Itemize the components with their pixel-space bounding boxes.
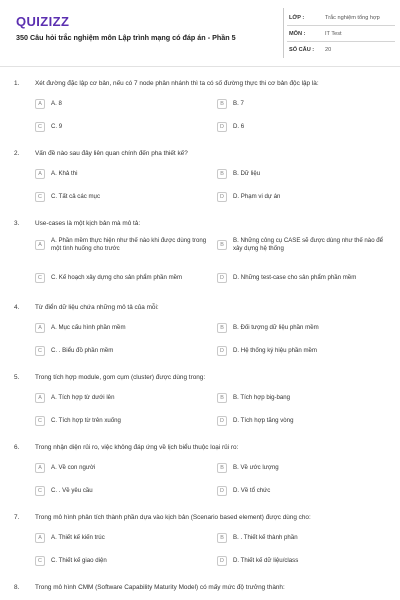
option-letter-box: B: [217, 169, 227, 179]
meta-label: SỐ CÂU :: [289, 47, 315, 53]
option-b[interactable]: [217, 463, 389, 473]
question-number: 6.: [14, 444, 20, 451]
meta-label: MÔN :: [289, 31, 306, 37]
option-c[interactable]: [35, 273, 207, 283]
option-text: D. Tích hợp tăng vòng: [233, 416, 294, 424]
option-d[interactable]: [217, 416, 389, 426]
option-letter-box: C: [35, 416, 45, 426]
option-text: B. Dữ liệu: [233, 169, 261, 177]
option-text: D. Hệ thống ký hiệu phần mềm: [233, 346, 318, 354]
option-a[interactable]: [35, 463, 207, 473]
worksheet-header: [0, 0, 400, 66]
option-a[interactable]: [35, 323, 207, 333]
worksheet-title: 350 Câu hỏi trắc nghiệm môn Lập trình mạng có đáp án - Phần 5: [16, 33, 236, 42]
option-text: D. Về tổ chức: [233, 486, 271, 494]
option-c[interactable]: [35, 346, 207, 356]
option-text: A. Khả thi: [51, 169, 78, 177]
question-number: 7.: [14, 514, 20, 521]
option-letter-box: C: [35, 556, 45, 566]
option-b[interactable]: [217, 237, 389, 253]
option-letter-box: A: [35, 533, 45, 543]
question-number: 1.: [14, 80, 20, 87]
option-b[interactable]: [217, 393, 389, 403]
option-text: D. Những test-case cho sản phẩm phần mềm: [233, 273, 357, 281]
option-text: A. Phần mềm thực hiện như thế nào khi được dùng trong một tình huống cho trước: [51, 237, 207, 253]
option-d[interactable]: [217, 192, 389, 202]
option-text: B. Đối tượng dữ liệu phần mềm: [233, 323, 319, 331]
option-text: B. Những công cụ CASE sẽ được dùng như thế nào để xây dựng hệ thống: [233, 237, 384, 253]
header-separator: [0, 66, 400, 67]
option-b[interactable]: [217, 323, 389, 333]
header-divider: [283, 8, 284, 58]
option-b[interactable]: [217, 533, 389, 543]
option-a[interactable]: [35, 393, 207, 403]
option-letter-box: D: [217, 192, 227, 202]
option-a[interactable]: [35, 99, 207, 109]
meta-label: LỚP :: [289, 15, 305, 21]
question-text: Use-cases là một kịch bản mà mô tả:: [35, 220, 141, 227]
option-letter-box: C: [35, 486, 45, 496]
question-number: 5.: [14, 374, 20, 381]
option-text: A. Thiết kế kiến trúc: [51, 533, 105, 541]
option-letter-box: D: [217, 273, 227, 283]
option-letter-box: A: [35, 240, 45, 250]
meta-row-class: [287, 10, 395, 26]
option-c[interactable]: [35, 486, 207, 496]
meta-row-count: [287, 42, 395, 58]
question-text: Trong tích hợp module, gom cụm (cluster) được dùng trong:: [35, 374, 206, 381]
option-letter-box: B: [217, 240, 227, 250]
worksheet-meta: [287, 10, 395, 58]
option-letter-box: B: [217, 393, 227, 403]
option-text: A. Mục cấu hình phần mềm: [51, 323, 126, 331]
option-d[interactable]: [217, 556, 389, 566]
quizizz-logo: QUIZIZZ: [16, 14, 70, 29]
question-number: 4.: [14, 304, 20, 311]
question-number: 8.: [14, 584, 20, 591]
option-letter-box: A: [35, 99, 45, 109]
option-text: C. . Biểu đồ phần mềm: [51, 346, 114, 354]
option-c[interactable]: [35, 192, 207, 202]
question-text: Từ điển dữ liệu chứa những mô tả của mỗi:: [35, 304, 159, 311]
option-letter-box: A: [35, 393, 45, 403]
option-c[interactable]: [35, 416, 207, 426]
option-a[interactable]: [35, 169, 207, 179]
option-text: B. Về ước lượng: [233, 463, 279, 471]
option-letter-box: A: [35, 323, 45, 333]
option-letter-box: C: [35, 192, 45, 202]
question-text: Vấn đề nào sau đây liên quan chính đến pha thiết kế?: [35, 150, 188, 157]
option-text: D. Phạm vi dự án: [233, 192, 281, 200]
option-text: D. Thiết kế dữ liệu/class: [233, 556, 299, 564]
question-number: 2.: [14, 150, 20, 157]
option-letter-box: B: [217, 99, 227, 109]
option-letter-box: D: [217, 416, 227, 426]
option-letter-box: D: [217, 346, 227, 356]
option-d[interactable]: [217, 122, 389, 132]
option-text: C. Thiết kế giao diện: [51, 556, 107, 564]
option-d[interactable]: [217, 273, 389, 283]
option-letter-box: C: [35, 346, 45, 356]
option-text: A. Tích hợp từ dưới lên: [51, 393, 115, 401]
question-text: Trong nhận diện rủi ro, việc không đáp ứng về lịch biểu thuộc loại rủi ro:: [35, 444, 239, 451]
option-text: A. 8: [51, 99, 62, 107]
option-letter-box: B: [217, 463, 227, 473]
option-letter-box: D: [217, 122, 227, 132]
option-text: C. Tất cả các mục: [51, 192, 100, 200]
meta-value: Trắc nghiệm tổng hợp: [325, 15, 380, 21]
option-c[interactable]: [35, 122, 207, 132]
option-d[interactable]: [217, 486, 389, 496]
question-text: Trong mô hình phân tích thành phần dựa vào kịch bản (Scenario based element) được dùng cho:: [35, 514, 311, 521]
question-text: Xét đường đặc lập cơ bản, nếu có 7 node phân nhánh thì ta có số đường thực thi cơ bản độc lập là:: [35, 80, 319, 87]
option-letter-box: A: [35, 463, 45, 473]
option-letter-box: C: [35, 273, 45, 283]
question-number: 3.: [14, 220, 20, 227]
option-letter-box: D: [217, 486, 227, 496]
option-text: B. Tích hợp big-bang: [233, 393, 291, 401]
option-c[interactable]: [35, 556, 207, 566]
option-b[interactable]: [217, 169, 389, 179]
meta-value: 20: [325, 47, 332, 53]
option-text: C. Kế hoạch xây dựng cho sản phẩm phần mềm: [51, 273, 183, 281]
option-letter-box: D: [217, 556, 227, 566]
option-text: C. 9: [51, 122, 63, 130]
option-d[interactable]: [217, 346, 389, 356]
option-a[interactable]: [35, 237, 207, 253]
option-text: C. Tích hợp từ trên xuống: [51, 416, 121, 424]
option-text: D. 6: [233, 122, 245, 130]
option-text: C. . Về yêu cầu: [51, 486, 93, 494]
option-b[interactable]: [217, 99, 389, 109]
option-text: A. Về con người: [51, 463, 96, 471]
option-a[interactable]: [35, 533, 207, 543]
meta-row-subject: [287, 26, 395, 42]
option-letter-box: B: [217, 533, 227, 543]
question-text: Trong mô hình CMM (Software Capability Maturity Model) có mấy mức độ trưởng thành:: [35, 584, 285, 591]
meta-value: IT Test: [325, 31, 342, 37]
option-letter-box: C: [35, 122, 45, 132]
option-text: B. . Thiết kế thành phần: [233, 533, 298, 541]
option-letter-box: B: [217, 323, 227, 333]
option-letter-box: A: [35, 169, 45, 179]
option-text: B. 7: [233, 99, 244, 107]
